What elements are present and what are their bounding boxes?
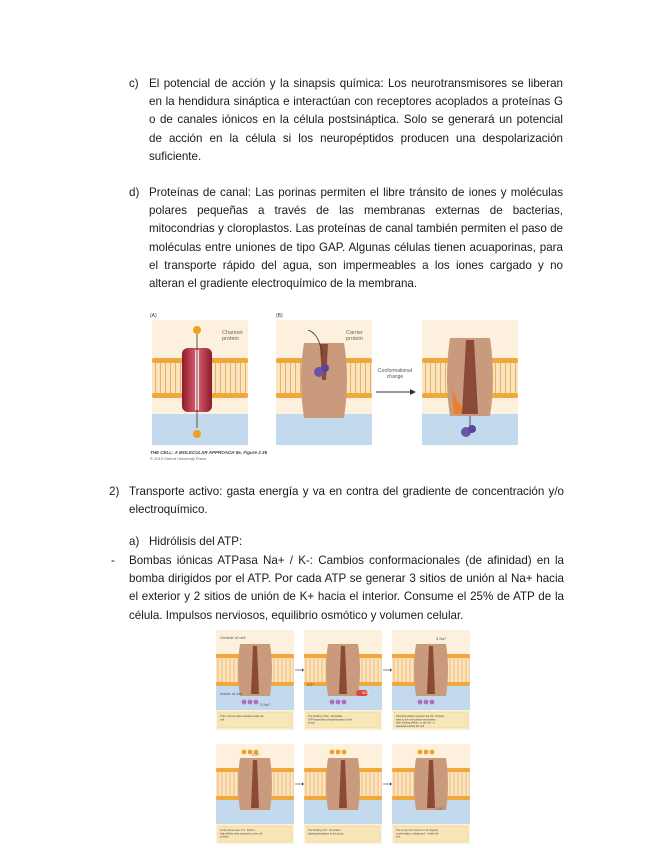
ion — [424, 750, 429, 755]
panel-b-label: (B) — [276, 313, 283, 319]
figure-na-k-pump — [216, 630, 470, 844]
figure-credit-1: THE CELL: A MOLECULAR APPROACH 8e, Figure 2.39 — [150, 450, 268, 455]
bullet-marker: - — [111, 554, 115, 567]
bullet-paragraph: Bombas iónicas ATPasa Na+ / K-: Cambios conformacionales (de afinidad) en la bomba dirigidos por el ATP. Por cada ATP se generar 3 sitios de unión al Na+ hacia el exterior y 2 sitios de unión de K+ hacia el interior. Consume el 25% de ATP de la célula. Impulsos nerviosos, equilibrio osmótico y volumen celular. — [129, 554, 564, 622]
ion — [336, 700, 341, 705]
ion — [418, 750, 423, 755]
na-release-label: 3 Na⁺ — [436, 636, 447, 641]
section-2-paragraph: Transporte activo: gasta energía y va en contra del gradiente de concentración y/o electroquímico. — [129, 485, 564, 517]
item-c-paragraph: El potencial de acción y la sinapsis química: Los neurotransmisores se liberan en la hendidura sináptica e interactúan con receptores acoplados a proteínas G o de canales iónicos en la célula postsináptica. Solo se generará un potencial de acción en la célula si los neuropéptidos producen una despolarización suficiente. — [149, 77, 563, 163]
pump-caption: Phosphorylation exposes the Na⁺ binding sites to the cell surface and lowers their binding affinity, so the Na⁺ is released outside the cell. — [396, 715, 444, 728]
pump-caption: 3 Na⁺ bind to sites exposed inside the cell. — [220, 715, 264, 722]
item-d-paragraph: Proteínas de canal: Las porinas permiten el libre tránsito de iones y moléculas polares pequeñas a través de las membranas externas de bacterias, mitocondrias y cloroplastos. Las proteínas de canal también permiten el paso de moléculas entre uniones de tipo GAP. Algunas células tienen acuaporinas, para el transporte rápido del agua, son impermeables a los iones cargado y no alteran el gradiente electroquímico de la membrana. — [149, 186, 563, 291]
panel-a — [152, 320, 248, 445]
item-d-marker: d) — [129, 186, 140, 199]
na-ion-label: 3 Na⁺ — [260, 702, 271, 707]
ion — [418, 700, 423, 705]
panel-b-right — [422, 320, 518, 445]
pump-caption: The binding of Na⁺ stimulates ATP-dependent phosphorylation of the pump. — [308, 715, 353, 725]
panel-b-left — [276, 320, 372, 445]
ion — [342, 700, 347, 705]
pump-caption: The binding of K⁺ stimulates dephosphorylation of the pump. — [308, 829, 345, 836]
figure-credit-2: © 2019 Oxford University Press — [150, 456, 207, 461]
pump-panel — [216, 630, 294, 730]
pump-caption: The pump then returns to its original conformation, releasing K⁺ inside the cell. — [396, 829, 439, 839]
ion-bottom — [193, 430, 201, 438]
ion — [424, 700, 429, 705]
figure-channel-carrier — [148, 308, 520, 465]
outside-cell-label: Outside of cell — [220, 635, 246, 640]
change-label-2: change — [386, 374, 404, 380]
ion — [242, 700, 247, 705]
k-ion-label: 2 K⁺ — [252, 752, 261, 757]
item-c-marker: c) — [129, 77, 139, 90]
ion — [248, 700, 253, 705]
channel-label-1: Channel — [222, 330, 243, 336]
atp-label: ATP — [307, 683, 314, 687]
pump-panel — [392, 630, 470, 730]
ion — [330, 700, 335, 705]
panel-a-label: (A) — [150, 313, 157, 319]
ion — [430, 750, 435, 755]
pump-panel — [304, 744, 382, 844]
adp-label: ADP — [362, 691, 370, 695]
channel-label-2: protein — [222, 336, 239, 342]
ion — [342, 750, 347, 755]
pump-caption: At the same time, 2 K⁺ bind to high-affinity sites exposed on the cell surface. — [220, 829, 263, 839]
sub-a-heading: Hidrólisis del ATP: — [149, 535, 243, 548]
pump-panel — [216, 744, 294, 844]
carrier-label-1: Carrier — [346, 330, 363, 336]
pump-panel — [392, 744, 470, 844]
ion — [330, 750, 335, 755]
ion — [242, 750, 247, 755]
sub-a-marker: a) — [129, 535, 140, 548]
section-2-marker: 2) — [109, 485, 120, 498]
pump-panel — [304, 630, 382, 730]
ion — [336, 750, 341, 755]
k-release-label: 2 K⁺ — [436, 806, 445, 811]
inside-cell-label: Inside of cell — [220, 691, 243, 696]
ion-top — [193, 326, 201, 334]
carrier-label-2: protein — [346, 336, 363, 342]
ion — [430, 700, 435, 705]
change-label-1: Conformational — [378, 368, 412, 374]
ion — [254, 700, 259, 705]
